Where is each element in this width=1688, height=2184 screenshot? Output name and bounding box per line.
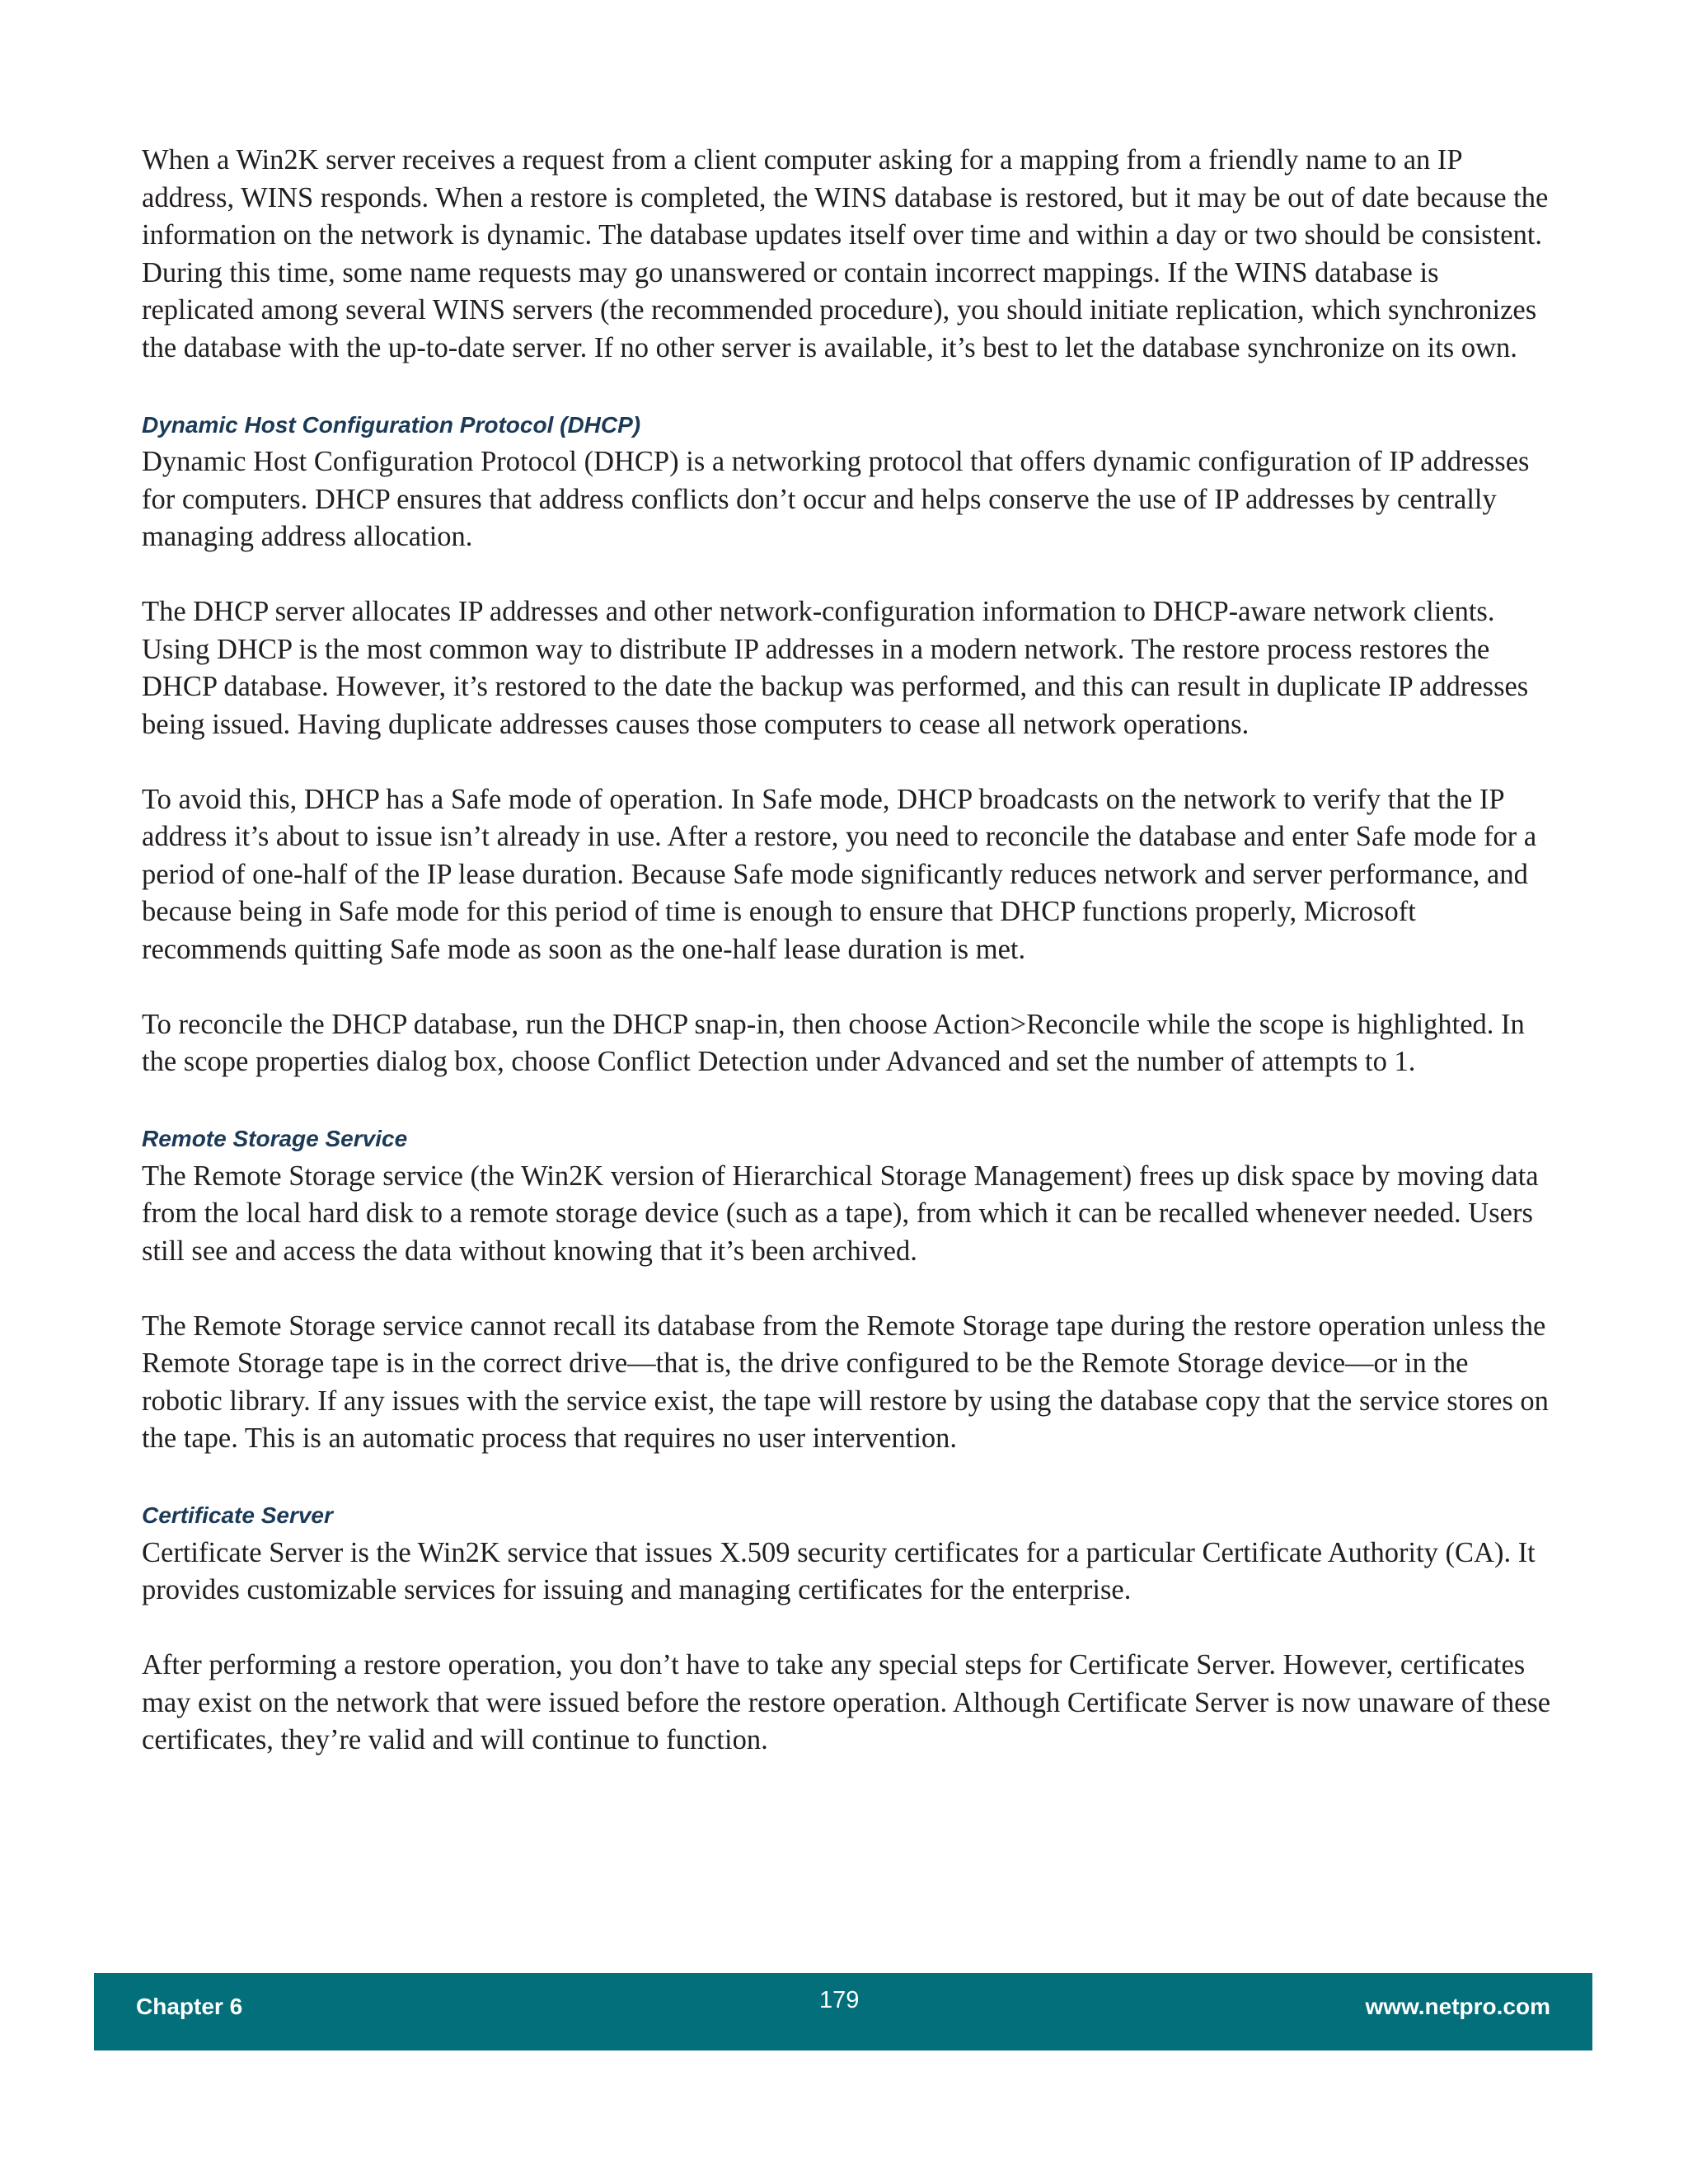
paragraph-dhcp-intro: Dynamic Host Configuration Protocol (DHCP) is a networking protocol that offers dynamic configuration of IP addresses for computers. DHCP ensures that address conflicts don’t occur and helps conserve the use of IP addresses by centrally managing address allocation.	[142, 446, 1530, 552]
page-body	[142, 142, 1551, 1797]
paragraph-certificate-intro: Certificate Server is the Win2K service that issues X.509 security certificates for a particular Certificate Authority (CA). It provides customizable services for issuing and managing certificates for the enterprise.	[142, 1536, 1536, 1605]
paragraph-wins-restore: When a Win2K server receives a request from a client computer asking for a mapping from a friendly name to an IP address, WINS responds. When a restore is completed, the WINS database is restored, but it may be out of date because the information on the network is dynamic. The database updates itself over time and within a day or two should be consistent. During this time, some name requests may go unanswered or contain incorrect mappings. If the WINS database is replicated among several WINS servers (the recommended procedure), you should initiate replication, which synchronizes the database with the up-to-date server. If no other server is available, it’s best to let the database synchronize on its own.	[142, 144, 1549, 363]
footer-website-link[interactable]: www.netpro.com	[1365, 1994, 1550, 2019]
paragraph-certificate-restore: After performing a restore operation, you don’t have to take any special steps for Certificate Server. However, certificates may exist on the network that were issued before the restore operation. Although Certificate Server is now unaware of these certificates, they’re valid and will continue to function.	[142, 1649, 1551, 1755]
paragraph-dhcp-server: The DHCP server allocates IP addresses and other network-configuration information to DHCP-aware network clients. Using DHCP is the most common way to distribute IP addresses in a modern network. The restore process restores the DHCP database. However, it’s restored to the date the backup was performed, and this can result in duplicate IP addresses being issued. Having duplicate addresses causes those computers to cease all network operations.	[142, 596, 1529, 740]
paragraph-dhcp-safe-mode: To avoid this, DHCP has a Safe mode of operation. In Safe mode, DHCP broadcasts on the network to verify that the IP address it’s about to issue isn’t already in use. After a restore, you need to reconcile the database and enter Safe mode for a period of one-half of the IP lease duration. Because Safe mode significantly reduces network and server performance, and because being in Safe mode for this period of time is enough to ensure that DHCP functions properly, Microsoft recommends quitting Safe mode as soon as the one-half lease duration is met.	[142, 783, 1537, 965]
heading-dhcp: Dynamic Host Configuration Protocol (DHCP)	[142, 411, 641, 438]
paragraph-dhcp-reconcile: To reconcile the DHCP database, run the DHCP snap-in, then choose Action>Reconcile while the scope is highlighted. In the scope properties dialog box, choose Conflict Detection under Advanced and set the number of attempts to 1.	[142, 1008, 1525, 1077]
footer-page-number: 179	[819, 1987, 860, 2013]
heading-remote-storage: Remote Storage Service	[142, 1126, 408, 1151]
paragraph-remote-storage-intro: The Remote Storage service (the Win2K version of Hierarchical Storage Management) frees up disk space by moving data from the local hard disk to a remote storage device (such as a tape), from which it can be recalled whenever needed. Users still see and access the data without knowing that it’s been archived.	[142, 1160, 1539, 1267]
heading-certificate-server: Certificate Server	[142, 1502, 333, 1528]
footer-chapter: Chapter 6	[136, 1994, 243, 2019]
page-footer	[94, 1973, 1592, 2050]
paragraph-remote-storage-restore: The Remote Storage service cannot recall its database from the Remote Storage tape during the restore operation unless the Remote Storage tape is in the correct drive—that is, the drive configured to be the Remote Storage device—or in the robotic library. If any issues with the service exist, the tape will restore by using the database copy that the service stores on the tape. This is an automatic process that requires no user intervention.	[142, 1310, 1549, 1454]
